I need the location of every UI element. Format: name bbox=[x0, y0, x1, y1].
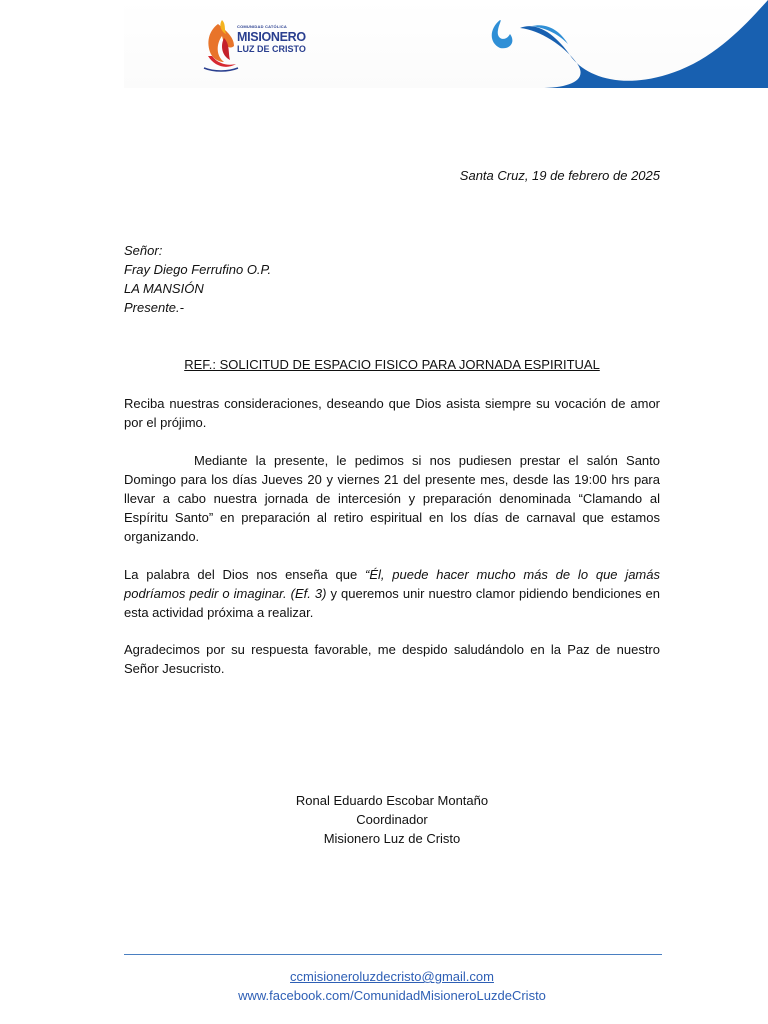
recipient-name: Fray Diego Ferrufino O.P. bbox=[124, 262, 272, 277]
recipient-block bbox=[124, 241, 271, 317]
logo-main-text: MISIONERO bbox=[237, 30, 306, 44]
body-paragraph-2-text: Mediante la presente, le pedimos si nos pudiesen prestar el salón Santo Domingo para los días Jueves 20 y viernes 21 del presente mes, desde las 19:00 hrs para llevar a cabo nuestra jornada de intercesión y preparación denominada “Clamando al Espíritu Santo” en preparación al retiro espiritual en los días de carnaval que estamos organizando. bbox=[124, 453, 660, 544]
header-wave-icon bbox=[480, 0, 768, 88]
letter-date: Santa Cruz, 19 de febrero de 2025 bbox=[459, 168, 660, 183]
body-paragraph-3 bbox=[124, 565, 660, 622]
logo-wordmark bbox=[237, 25, 306, 54]
recipient-closing: Presente.- bbox=[124, 300, 184, 315]
footer-email-link[interactable]: ccmisioneroluzdecristo@gmail.com bbox=[290, 969, 494, 984]
logo-small-text: COMUNIDAD CATÓLICA bbox=[237, 24, 287, 29]
body-paragraph-1: Reciba nuestras consideraciones, deseando que Dios asista siempre su vocación de amor por el prójimo. bbox=[124, 396, 660, 430]
signer-role: Coordinador bbox=[356, 812, 428, 827]
paragraph-3-lead: La palabra del Dios nos enseña que bbox=[124, 567, 365, 582]
signer-organization: Misionero Luz de Cristo bbox=[323, 831, 461, 846]
signature-block bbox=[124, 791, 660, 848]
signer-name: Ronal Eduardo Escobar Montaño bbox=[295, 793, 489, 808]
body-paragraph-4: Agradecimos por su respuesta favorable, me despido saludándolo en la Paz de nuestro Señor Jesucristo. bbox=[124, 642, 660, 676]
paragraph-3-rest: y queremos unir nuestro clamor pidiendo bendiciones en esta actividad próxima a realizar. bbox=[124, 586, 661, 620]
footer-divider bbox=[124, 954, 662, 955]
recipient-salutation: Señor: bbox=[124, 243, 163, 258]
body-paragraph-2 bbox=[124, 451, 660, 546]
reference-line: REF.: SOLICITUD DE ESPACIO FISICO PARA JORNADA ESPIRITUAL bbox=[184, 357, 600, 372]
logo-sub-text: LUZ DE CRISTO bbox=[237, 43, 306, 54]
footer-website-link[interactable]: www.facebook.com/ComunidadMisioneroLuzdeCristo bbox=[238, 988, 546, 1003]
recipient-place: LA MANSIÓN bbox=[124, 281, 204, 296]
scripture-quote: “Él, puede hacer mucho más de lo que jamás podríamos pedir o imaginar. (Ef. 3) bbox=[124, 567, 660, 601]
